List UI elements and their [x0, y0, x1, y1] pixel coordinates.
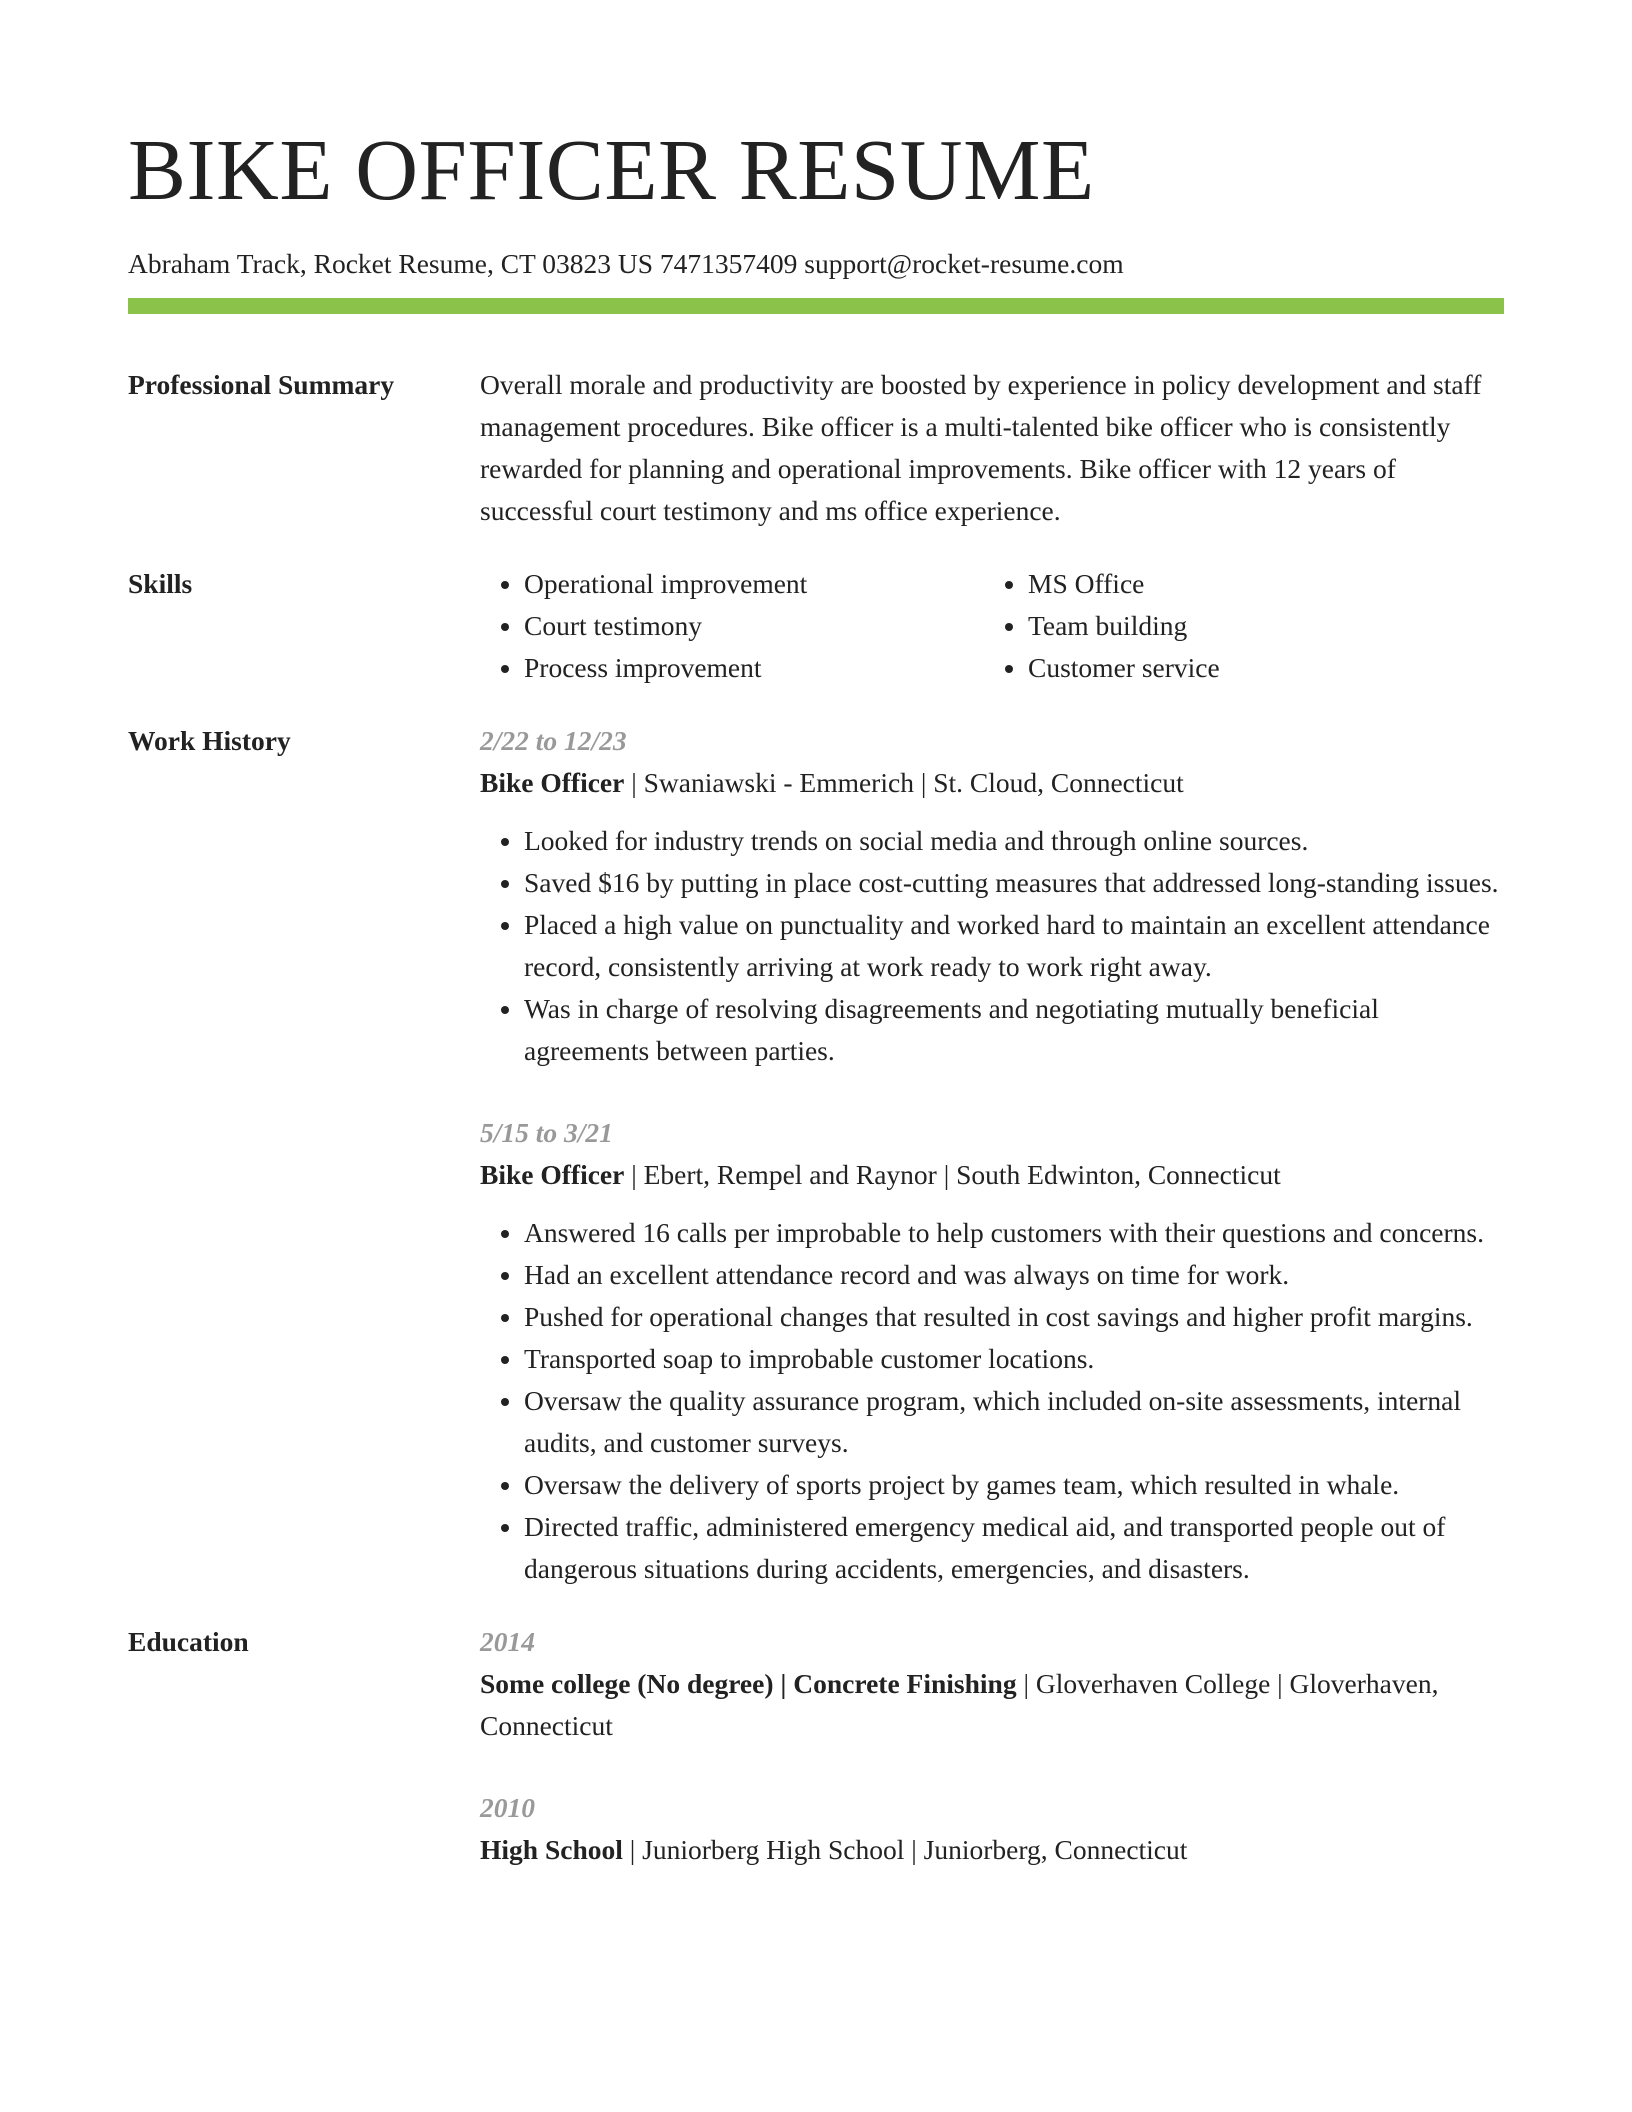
job-title: Bike Officer	[480, 767, 625, 798]
skill-item: • Process improvement	[524, 647, 984, 689]
education-year: 2010	[480, 1792, 535, 1823]
skill-item: • Court testimony	[524, 605, 984, 647]
resume-title: BIKE OFFICER RESUME	[128, 121, 1095, 218]
skill-item: • Team building	[1028, 605, 1488, 647]
education-details	[480, 1829, 1504, 1871]
job-duty: • Had an excellent attendance record and was always on time for work.	[524, 1254, 1504, 1296]
resume-page	[128, 0, 1504, 1871]
work-history-heading: Work History	[128, 725, 291, 756]
job-duty: • Directed traffic, administered emergency medical aid, and transported people out of dangerous situations during accidents, emergencies, and disasters.	[524, 1506, 1504, 1590]
job-header	[480, 1154, 1504, 1196]
skills-column-left	[480, 563, 984, 689]
skills-body	[480, 563, 1504, 689]
job-duty: • Oversaw the quality assurance program, which included on-site assessments, internal audits, and customer surveys.	[524, 1380, 1504, 1464]
skills-section	[128, 563, 1504, 689]
summary-heading: Professional Summary	[128, 369, 395, 400]
education-entry	[480, 1621, 1504, 1747]
contact-line: Abraham Track, Rocket Resume, CT 03823 US 7471357409 support@rocket-resume.com	[128, 248, 1124, 279]
work-history-section	[128, 720, 1504, 1590]
job-title: Bike Officer	[480, 1159, 625, 1190]
skills-grid	[480, 563, 1504, 689]
summary-text: Overall morale and productivity are boosted by experience in policy development and staff management procedures. Bike officer is a multi-talented bike officer who is consistently rewarded for planning and operational improvements. Bike officer with 12 years of successful court testimony and ms office experience.	[480, 369, 1482, 526]
job-duties-list	[480, 1212, 1504, 1590]
education-school-location: | Juniorberg High School | Juniorberg, Connecticut	[622, 1834, 1188, 1865]
job-duty: • Transported soap to improbable customer locations.	[524, 1338, 1504, 1380]
education-degree: Some college (No degree) | Concrete Finishing	[480, 1668, 1017, 1699]
job-employer-location: | Ebert, Rempel and Raynor | South Edwinton, Connecticut	[624, 1159, 1281, 1190]
job-duty: • Oversaw the delivery of sports project by games team, which resulted in whale.	[524, 1464, 1504, 1506]
education-degree: High School	[480, 1834, 623, 1865]
job-dates: 5/15 to 3/21	[480, 1117, 613, 1148]
education-year: 2014	[480, 1626, 535, 1657]
education-entry	[480, 1787, 1504, 1871]
skill-item: • Customer service	[1028, 647, 1488, 689]
skill-item: • Operational improvement	[524, 563, 984, 605]
skills-column-right	[984, 563, 1488, 689]
skill-item: • MS Office	[1028, 563, 1488, 605]
job-duty: • Looked for industry trends on social media and through online sources.	[524, 820, 1504, 862]
job-duty: • Answered 16 calls per improbable to help customers with their questions and concerns.	[524, 1212, 1504, 1254]
summary-section	[128, 364, 1504, 532]
education-details	[480, 1663, 1504, 1747]
job-entry	[480, 720, 1504, 1072]
job-duty: • Pushed for operational changes that resulted in cost savings and higher profit margins.	[524, 1296, 1504, 1338]
job-header	[480, 762, 1504, 804]
job-duty: • Was in charge of resolving disagreements and negotiating mutually beneficial agreements between parties.	[524, 988, 1504, 1072]
header-divider	[128, 298, 1504, 314]
work-history-body	[480, 720, 1504, 1590]
job-dates: 2/22 to 12/23	[480, 725, 627, 756]
education-body	[480, 1621, 1504, 1871]
job-duty: • Placed a high value on punctuality and worked hard to maintain an excellent attendance record, consistently arriving at work ready to work right away.	[524, 904, 1504, 988]
job-duties-list	[480, 820, 1504, 1072]
skills-heading: Skills	[128, 568, 193, 599]
job-employer-location: | Swaniawski - Emmerich | St. Cloud, Connecticut	[624, 767, 1184, 798]
education-school-location: | Gloverhaven College | Gloverhaven, Connecticut	[480, 1668, 1439, 1741]
job-duty: • Saved $16 by putting in place cost-cutting measures that addressed long-standing issues.	[524, 862, 1504, 904]
education-heading: Education	[128, 1626, 249, 1657]
job-entry	[480, 1112, 1504, 1590]
education-section	[128, 1621, 1504, 1871]
